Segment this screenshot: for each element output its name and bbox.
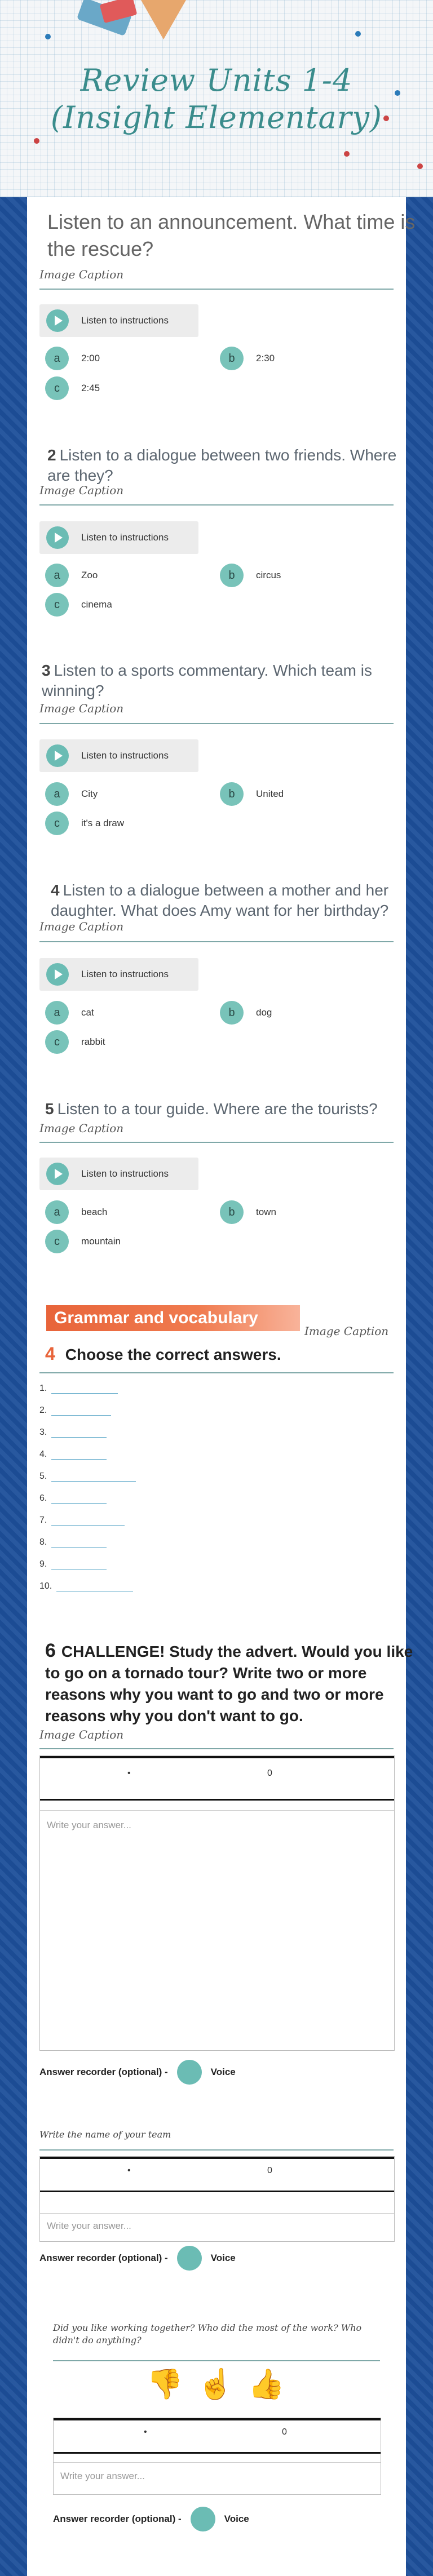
team-answer-box (39, 2156, 395, 2242)
option-b[interactable]: b town (220, 1200, 276, 1224)
answer-line-8[interactable]: 8. (39, 1537, 107, 1548)
answer-line-3[interactable]: 3. (39, 1427, 107, 1438)
pointing-hand-icon: ☝ (197, 2368, 234, 2401)
team-textarea[interactable]: Write your answer... (40, 2213, 394, 2241)
team-title: Write the name of your team (39, 2129, 171, 2140)
answer-line-7[interactable]: 7. (39, 1515, 125, 1526)
question-5-text: 5 Listen to a tour guide. Where are the tourists? (45, 1100, 378, 1118)
answer-line-2[interactable]: 2. (39, 1406, 111, 1416)
option-a[interactable]: a 2:00 (45, 347, 100, 370)
divider (39, 504, 394, 506)
dot-icon (355, 31, 361, 37)
answer-line-10[interactable]: 10. (39, 1581, 133, 1591)
divider (39, 941, 394, 942)
section-6-heading: 6 CHALLENGE! Study the advert. Would you like to go on a tornado tour? Write two or more reasons why you want to go and two or more reasons why you don't want to go. (45, 1640, 413, 1724)
image-caption: Image Caption (39, 268, 124, 281)
reflection-answer-box (53, 2418, 381, 2495)
option-letter: b (220, 564, 244, 587)
answer-recorder: Answer recorder (optional) - Voice (53, 2507, 249, 2531)
answer-recorder: Answer recorder (optional) - Voice (39, 2246, 236, 2271)
image-caption: Image Caption (39, 1728, 124, 1741)
option-b[interactable]: b circus (220, 564, 281, 587)
page-title: Review Units 1-4 (Insight Elementary) (50, 63, 383, 135)
question-2-text: 2 Listen to a dialogue between two friends. Where are they? (47, 446, 397, 484)
divider (39, 1142, 394, 1143)
answer-textarea[interactable]: Write your answer... (40, 1810, 394, 2050)
divider (39, 1372, 394, 1373)
tornado-answer-box (39, 1755, 395, 2051)
option-b[interactable]: b United (220, 782, 284, 806)
table-header: • 0 (54, 2418, 381, 2454)
option-letter: a (45, 347, 69, 370)
listen-button[interactable]: Listen to instructions (39, 521, 198, 554)
play-icon (46, 1163, 69, 1185)
option-b[interactable]: b dog (220, 1001, 272, 1025)
record-button[interactable] (177, 2246, 202, 2271)
play-icon (46, 309, 69, 332)
dot-icon (34, 138, 39, 144)
record-button[interactable] (191, 2507, 215, 2531)
reflection-question: Did you like working together? Who did the most of the work? Who didn't do anything? (53, 2322, 362, 2346)
question-1-text: Listen to an announcement. What time is the rescue? (47, 210, 416, 260)
section-4-heading: 4 Choose the correct answers. (45, 1344, 281, 1364)
listen-button[interactable]: Listen to instructions (39, 739, 198, 772)
option-c[interactable]: c 2:45 (45, 376, 100, 400)
answer-line-5[interactable]: 5. (39, 1471, 136, 1482)
dot-icon (45, 34, 51, 39)
listen-button[interactable]: Listen to instructions (39, 958, 198, 991)
option-letter: c (45, 812, 69, 835)
reflection-textarea[interactable]: Write your answer... (54, 2462, 381, 2494)
divider (39, 2149, 394, 2151)
header (0, 0, 433, 197)
option-letter: a (45, 782, 69, 806)
dot-icon (344, 151, 350, 157)
image-caption: Image Caption (39, 702, 124, 715)
divider (39, 723, 394, 724)
thumbs-up-icon: 👍 (248, 2368, 285, 2401)
listen-button[interactable]: Listen to instructions (39, 1158, 198, 1190)
question-4-text: 4 Listen to a dialogue between a mother and her daughter. What does Amy want for her birthday? (51, 881, 389, 919)
table-header: • 0 (40, 1756, 394, 1801)
option-c[interactable]: c mountain (45, 1230, 121, 1253)
option-letter: a (45, 1001, 69, 1025)
option-letter: a (45, 564, 69, 587)
section-banner: Grammar and vocabulary (46, 1305, 300, 1331)
answer-line-4[interactable]: 4. (39, 1449, 107, 1460)
option-letter: c (45, 593, 69, 617)
answer-line-6[interactable]: 6. (39, 1493, 107, 1504)
option-c[interactable]: c rabbit (45, 1030, 105, 1054)
divider (53, 2360, 380, 2361)
option-letter: b (220, 782, 244, 806)
image-caption: Image Caption (39, 1121, 124, 1135)
listen-button[interactable]: Listen to instructions (39, 304, 198, 337)
option-a[interactable]: a cat (45, 1001, 94, 1025)
divider (39, 289, 394, 290)
triangle-ruler-icon (141, 0, 186, 39)
play-icon (46, 526, 69, 549)
option-a[interactable]: a Zoo (45, 564, 98, 587)
option-b[interactable]: b 2:30 (220, 347, 275, 370)
image-caption: Image Caption (39, 484, 124, 497)
image-caption: Image Caption (39, 920, 124, 933)
question-3-text: 3 Listen to a sports commentary. Which team is winning? (42, 662, 372, 699)
option-letter: c (45, 376, 69, 400)
image-caption: Image Caption (304, 1324, 389, 1338)
option-letter: c (45, 1230, 69, 1253)
option-a[interactable]: a beach (45, 1200, 107, 1224)
option-c[interactable]: c it's a draw (45, 812, 124, 835)
divider (39, 1748, 394, 1749)
option-a[interactable]: a City (45, 782, 98, 806)
option-letter: a (45, 1200, 69, 1224)
dot-icon (417, 163, 423, 169)
play-icon (46, 963, 69, 986)
option-c[interactable]: c cinema (45, 593, 112, 617)
table-header: • 0 (40, 2157, 394, 2192)
play-icon (46, 744, 69, 767)
answer-line-9[interactable]: 9. (39, 1559, 107, 1569)
option-letter: b (220, 1001, 244, 1025)
option-letter: c (45, 1030, 69, 1054)
option-letter: b (220, 347, 244, 370)
thumbs-down-icon: 👎 (147, 2368, 183, 2401)
record-button[interactable] (177, 2060, 202, 2085)
answer-recorder: Answer recorder (optional) - Voice (39, 2060, 236, 2085)
answer-line-1[interactable]: 1. (39, 1384, 118, 1394)
option-letter: b (220, 1200, 244, 1224)
